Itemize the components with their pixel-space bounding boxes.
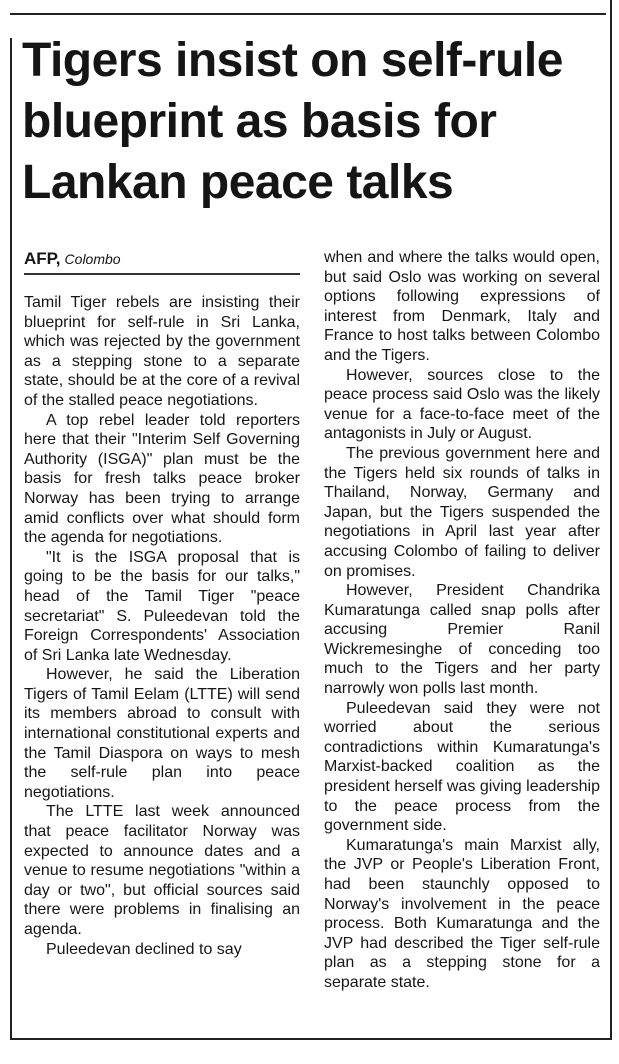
paragraph: The LTTE last week announced that peace facilitator Norway was expected to announce dates and a venue to resume negotiations "within a day or two", but official sources said there were problems in finalising an agenda. — [24, 803, 300, 938]
paragraph: However, he said the Liberation Tigers of Tamil Eelam (LTTE) will send its members abroad to consult with international constitutional experts and the Tamil Diaspora on ways to mesh the self-rule plan into peace negotiations. — [24, 666, 300, 801]
paragraph: Puleedevan declined to say — [46, 940, 242, 958]
left-border-rule — [10, 38, 12, 1038]
paragraph: "It is the ISGA proposal that is going to be the basis for our talks," head of the Tamil Tiger "peace secretariat" S. Puleedevan told the Foreign Correspondents' Association of Sri Lanka late Wednesday. — [24, 548, 300, 664]
byline — [24, 248, 300, 270]
left-column — [24, 248, 300, 959]
byline-location: Colombo — [64, 251, 121, 267]
right-border-rule — [610, 0, 612, 1040]
paragraph: when and where the talks would open, but said Oslo was working on several options following expressions of interest from Denmark, Italy and France to host talks between Colombo and the Tigers. — [324, 249, 600, 364]
headline: Tigers insist on self-rule blueprint as basis for Lankan peace talks — [22, 34, 563, 209]
right-column — [324, 248, 600, 993]
paragraph: However, sources close to the peace process said Oslo was the likely venue for a face-to-face meet of the antagonists in July or August. — [324, 366, 600, 443]
bottom-border-rule — [10, 1038, 612, 1040]
byline-divider — [24, 273, 300, 275]
paragraph: However, President Chandrika Kumaratunga called snap polls after accusing Premier Ranil Wickremesinghe of conceding too much to the Tigers and her party narrowly won polls last month. — [324, 582, 600, 698]
paragraph: A top rebel leader told reporters here that their "Interim Self Governing Authority (ISGA)" plan must be the basis for fresh talks peace broker Norway has been trying to arrange amid conflicts over what should form the agenda for negotiations. — [24, 411, 300, 547]
byline-source: AFP, — [24, 249, 61, 268]
paragraph: Tamil Tiger rebels are insisting their blueprint for self-rule in Sri Lanka, which was rejected by the government as a stepping stone to a separate state, should be at the core of a revival of the stalled peace negotiations. — [24, 294, 300, 409]
paragraph: Puleedevan said they were not worried about the serious contradictions within Kumaratunga's Marxist-backed coalition as the president herself was giving leadership to the peace process from the government side. — [324, 699, 600, 835]
top-border-rule — [10, 13, 606, 15]
paragraph: Kumaratunga's main Marxist ally, the JVP or People's Liberation Front, had been staunchly opposed to Norway's involvement in the peace process. Both Kumaratunga and the JVP had described the Tiger self-rule plan as a stepping stone for a separate state. — [324, 836, 600, 991]
paragraph: The previous government here and the Tigers held six rounds of talks in Thailand, Norway, Germany and Japan, but the Tigers suspended the negotiations in April last year after accusing Colombo of failing to deliver on promises. — [324, 444, 600, 580]
